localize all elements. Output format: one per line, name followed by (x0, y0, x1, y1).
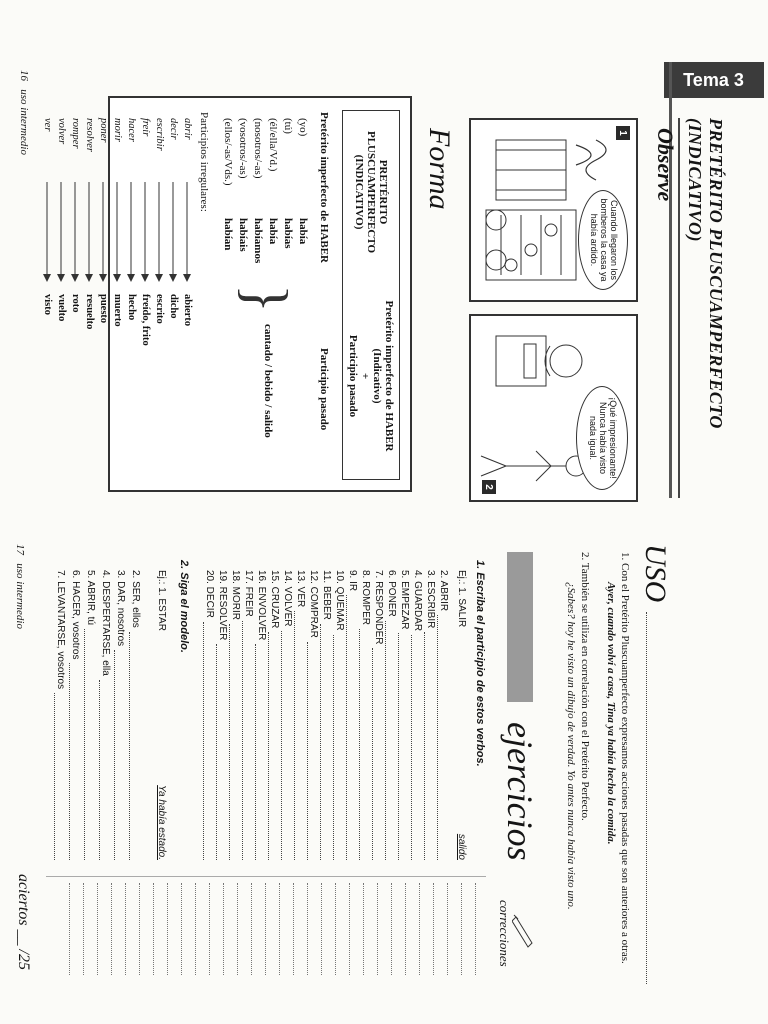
ejercicios-heading: ejercicios (500, 722, 540, 861)
irregular-participle: hecho (126, 294, 137, 321)
exercise-prompt: 2. ABRIR (438, 570, 449, 612)
forma-heading-text: Forma (423, 128, 456, 210)
ex1-example-label: Ej.: 1. SALIR (456, 570, 467, 628)
exercise-item (84, 570, 99, 860)
exercise-item (359, 570, 372, 860)
arrow-icon (180, 182, 194, 282)
irregular-infinitive: morir (112, 118, 123, 142)
arrow-icon (138, 182, 152, 282)
exercise-prompt: 2. SER, ellos (130, 570, 141, 628)
answer-line[interactable] (359, 629, 369, 860)
correction-line[interactable] (377, 883, 378, 975)
exercise-item (268, 570, 281, 860)
irregular-infinitive: volver (56, 118, 67, 145)
irregular-participles (40, 294, 194, 346)
answer-line[interactable] (437, 615, 447, 860)
left-footer (18, 70, 30, 155)
answer-line[interactable] (294, 611, 304, 860)
answer-line[interactable] (320, 624, 330, 860)
forma-title-box (342, 110, 400, 480)
irregular-infinitive: decir (168, 118, 179, 140)
correction-line[interactable] (251, 883, 252, 975)
answer-line[interactable] (411, 635, 421, 860)
correction-line[interactable] (195, 883, 196, 975)
uso-rule (646, 612, 647, 984)
exercise-prompt: 4. GUARDAR (412, 570, 423, 632)
arrow-icon (96, 182, 110, 282)
exercise-item (255, 570, 268, 860)
haber-forms-column (220, 218, 310, 263)
arrow-icon (166, 182, 180, 282)
exercise-item (99, 570, 114, 860)
exercise-item (229, 570, 242, 860)
formula (347, 273, 395, 479)
ex2-list (54, 570, 144, 860)
exercise-prompt: 6. PONER (386, 570, 397, 617)
irregular-arrows (40, 182, 194, 282)
speech-bubble-2-text: ¡Qué impresionante! Nunca había visto nada igual. (588, 397, 618, 479)
answer-line[interactable] (281, 631, 291, 860)
illustration-panel-1 (469, 118, 638, 302)
tema-tab (664, 62, 764, 98)
exercise-prompt: 7. RESPONDER (373, 570, 384, 645)
answer-line[interactable] (69, 663, 79, 860)
exercise-item (54, 570, 69, 860)
correction-line[interactable] (237, 883, 238, 975)
answer-line[interactable] (114, 650, 124, 860)
pronoun: (él/ella/Vd.) (267, 118, 279, 172)
exercise-item (114, 570, 129, 860)
formula-plus: + (359, 372, 371, 380)
correction-line[interactable] (405, 883, 406, 975)
exercise-item (203, 570, 216, 860)
correction-line[interactable] (349, 883, 350, 975)
arrow-icon (124, 182, 138, 282)
corrections-label: correcciones (497, 900, 512, 967)
irregular-participle: resuelto (84, 294, 95, 330)
uso-point-2-text: 2. También se utiliza en correlación con el Pretérito Perfecto. (579, 552, 591, 821)
right-page-number: 17 (14, 544, 26, 555)
answer-line[interactable] (216, 644, 226, 860)
exercise-prompt: 14. VOLVER (282, 570, 293, 627)
correction-line[interactable] (475, 883, 476, 975)
score-blank: __ (15, 929, 32, 946)
exercise-item (385, 570, 398, 860)
correction-line[interactable] (363, 883, 364, 975)
haber-form: habíamos (252, 218, 264, 264)
exercise-item (69, 570, 84, 860)
irregular-participle: visto (42, 294, 53, 315)
irregular-infinitives (40, 118, 194, 152)
exercise-item (424, 570, 437, 860)
ex1-example-answer: salido (456, 833, 467, 860)
uso-point-1-text: 1. Con el Pretérito Pluscuamperfecto expresamos acciones pasadas que son anteriores a otras. (619, 552, 631, 964)
exercise-prompt: 3. ESCRIBIR (425, 570, 436, 629)
pronoun-column (220, 118, 310, 186)
brace: } (233, 284, 299, 313)
correction-line[interactable] (265, 883, 266, 975)
pronoun: (ellos/-as/Vds.) (222, 118, 234, 186)
correction-line[interactable] (433, 883, 434, 975)
left-book-title: uso intermedio (18, 89, 30, 155)
conj-heading: Pretérito imperfecto de HABER (318, 112, 330, 263)
answer-line[interactable] (129, 632, 139, 860)
correction-line[interactable] (223, 883, 224, 975)
haber-form: habíais (237, 218, 249, 252)
speech-bubble-1 (578, 190, 628, 290)
exercise-prompt: 16. ENVOLVER (256, 570, 267, 641)
pronoun: (tú) (282, 118, 294, 134)
exercise-item (398, 570, 411, 860)
page-title-text: PRETÉRITO PLUSCUAMPERFECTO (INDICATIVO) (685, 118, 726, 429)
answer-line[interactable] (307, 642, 317, 860)
arrow-icon (40, 182, 54, 282)
irregular-infinitive: escribir (154, 118, 165, 151)
haber-form: había (297, 218, 309, 245)
exercise-item (333, 570, 346, 860)
irregular-participle: escrito (154, 294, 165, 324)
uso-point-2-example: ¿Sabes? hoy he visto un dibujo de verdad. Yo antes nunca había visto uno. (565, 582, 577, 910)
exercise-prompt: 12. COMPRAR (308, 570, 319, 638)
answer-line[interactable] (242, 621, 252, 860)
correction-line[interactable] (167, 883, 168, 975)
pencil-hand-icon (512, 913, 538, 953)
exercise-prompt: 5. ABRIR, tú (85, 570, 96, 626)
forma-heading (422, 128, 456, 210)
answer-line[interactable] (229, 624, 239, 860)
irregular-infinitive: resolver (84, 118, 95, 153)
arrow-icon (82, 182, 96, 282)
irregular-infinitive: abrir (182, 118, 193, 140)
answer-line[interactable] (84, 629, 94, 860)
panel-number: 1 (617, 130, 629, 136)
correction-line[interactable] (335, 883, 336, 975)
irregular-participle: muerto (112, 294, 123, 327)
exercise-prompt: 4. DESPERTARSE, ella (100, 570, 111, 676)
ex2-instruction: 2. Siga el modelo. (178, 560, 190, 653)
arrow-icon (68, 182, 82, 282)
answer-line[interactable] (54, 693, 64, 860)
correction-line[interactable] (111, 883, 112, 975)
correction-line[interactable] (293, 883, 294, 975)
correction-line[interactable] (447, 883, 448, 975)
exercise-item (320, 570, 333, 860)
ex2-example-label: Ej.: 1. ESTAR (156, 570, 167, 631)
answer-line[interactable] (346, 595, 356, 860)
irregular-infinitive: poner (98, 118, 109, 143)
exercise-item (281, 570, 294, 860)
correction-line[interactable] (181, 883, 182, 975)
exercise-prompt: 6. HACER, vosotros (70, 570, 81, 660)
correction-line[interactable] (209, 883, 210, 975)
answer-line[interactable] (398, 633, 408, 860)
answer-line[interactable] (99, 680, 109, 860)
haber-form: había (267, 218, 279, 245)
correction-line[interactable] (307, 883, 308, 975)
exercise-prompt: 5. EMPEZAR (399, 570, 410, 630)
uso-point-1-example: Ayer, cuando volví a casa, Tina ya había hecho la comida. (605, 582, 617, 845)
forma-box-title: PRETÉRITO PLUSCUAMPERFECTO (INDICATIVO) (353, 130, 389, 254)
exercise-item (437, 570, 450, 860)
arrow-icon (110, 182, 124, 282)
irregular-participle: roto (70, 294, 81, 313)
corrections-column (46, 876, 486, 977)
panel-number: 2 (483, 484, 495, 490)
tema-label: Tema 3 (683, 69, 745, 90)
uso-point-2 (564, 552, 592, 972)
participle-heading: Participio pasado (318, 348, 330, 431)
uso-heading: USO (639, 544, 672, 603)
exercise-item (216, 570, 229, 860)
exercise-prompt: 11. BEBER (321, 570, 332, 620)
irregular-participle: dicho (168, 294, 179, 319)
exercise-prompt: 17. FREIR (243, 570, 254, 617)
correction-line[interactable] (153, 883, 154, 975)
ex1-example (455, 570, 468, 860)
irregular-infinitive: ver (42, 118, 53, 132)
haber-form: habías (282, 218, 294, 249)
score-total: /25 (15, 949, 32, 970)
irregular-participle: vuelto (56, 294, 67, 322)
irregular-participle: freído, frito (140, 294, 151, 346)
exercise-prompt: 15. CRUZAR (269, 570, 280, 629)
ejercicios-gray-bar (507, 552, 533, 702)
observe-heading (652, 128, 678, 201)
irregular-participle: puesto (98, 294, 109, 324)
correction-line[interactable] (419, 883, 420, 975)
answer-line[interactable] (424, 632, 434, 860)
correction-line[interactable] (69, 883, 70, 975)
score-box (14, 874, 32, 970)
exercise-item (346, 570, 359, 860)
forma-box (42, 96, 412, 492)
pronoun: (yo) (297, 118, 309, 137)
correction-line[interactable] (321, 883, 322, 975)
irregular-infinitive: hacer (126, 118, 137, 142)
speech-bubble-1-text: Cuando llegaron los bomberos la casa ya había ardido. (589, 198, 619, 282)
irregular-infinitive: freír (140, 118, 151, 137)
participle-examples: cantado / bebido / salido (262, 324, 274, 438)
irregular-infinitive: romper (70, 118, 81, 149)
correction-line[interactable] (279, 883, 280, 975)
observe-text: Observe (653, 128, 678, 202)
exercise-item (294, 570, 307, 860)
exercise-item (129, 570, 144, 860)
answer-line[interactable] (385, 621, 395, 860)
correction-line[interactable] (97, 883, 98, 975)
correction-line[interactable] (461, 883, 462, 975)
exercise-prompt: 19. RESOLVER (217, 570, 228, 641)
pronoun: (nosotros/-as) (252, 118, 264, 179)
page-title (678, 118, 726, 498)
exercise-item (411, 570, 424, 860)
exercise-prompt: 13. VER (295, 570, 306, 608)
exercise-prompt: 7. LEVANTARSE, vosotros (55, 570, 66, 690)
arrow-icon (152, 182, 166, 282)
irregular-participle: abierto (182, 294, 193, 327)
ex2-example (155, 570, 168, 860)
correction-line[interactable] (83, 883, 84, 975)
correction-line[interactable] (391, 883, 392, 975)
formula-line-1: Pretérito imperfecto de HABER (Indicativo) (371, 300, 395, 452)
uso-heading-row (638, 544, 678, 984)
right-footer (14, 544, 26, 629)
correction-line[interactable] (139, 883, 140, 975)
ex1-list (203, 570, 450, 860)
answer-line[interactable] (268, 632, 278, 860)
uso-point-1 (604, 552, 632, 972)
exercise-item (242, 570, 255, 860)
corrections-header (496, 900, 538, 967)
exercise-prompt: 10. QUEMAR (334, 570, 345, 631)
arrow-icon (54, 182, 68, 282)
left-page-number: 16 (18, 70, 30, 81)
formula-line-2: Participio pasado (347, 334, 359, 418)
exercise-prompt: 18. MORIR (230, 570, 241, 621)
speech-bubble-2 (576, 386, 628, 490)
exercise-item (307, 570, 320, 860)
score-label: aciertos (15, 874, 32, 926)
irregular-heading: Participios irregulares: (198, 112, 210, 212)
ex1-instruction: 1. Escriba el participio de estos verbos. (474, 560, 486, 767)
exercise-prompt: 3. DAR, nosotros (115, 570, 126, 647)
exercise-prompt: 20. DECIR (204, 570, 215, 618)
answer-line[interactable] (333, 635, 343, 860)
exercise-prompt: 9. IR (347, 570, 358, 592)
ejercicios-band (500, 552, 540, 952)
answer-line[interactable] (372, 648, 382, 860)
exercise-item (372, 570, 385, 860)
answer-line[interactable] (255, 644, 265, 860)
exercise-prompt: 8. ROMPER (360, 570, 371, 626)
illustration-panel-2 (469, 314, 638, 502)
correction-line[interactable] (125, 883, 126, 975)
ex2-example-answer: Ya había estado. (156, 785, 167, 860)
right-book-title: uso intermedio (14, 563, 26, 629)
haber-form: habían (222, 218, 234, 251)
answer-line[interactable] (203, 622, 213, 860)
pronoun: (vosotros/-as) (237, 118, 249, 179)
